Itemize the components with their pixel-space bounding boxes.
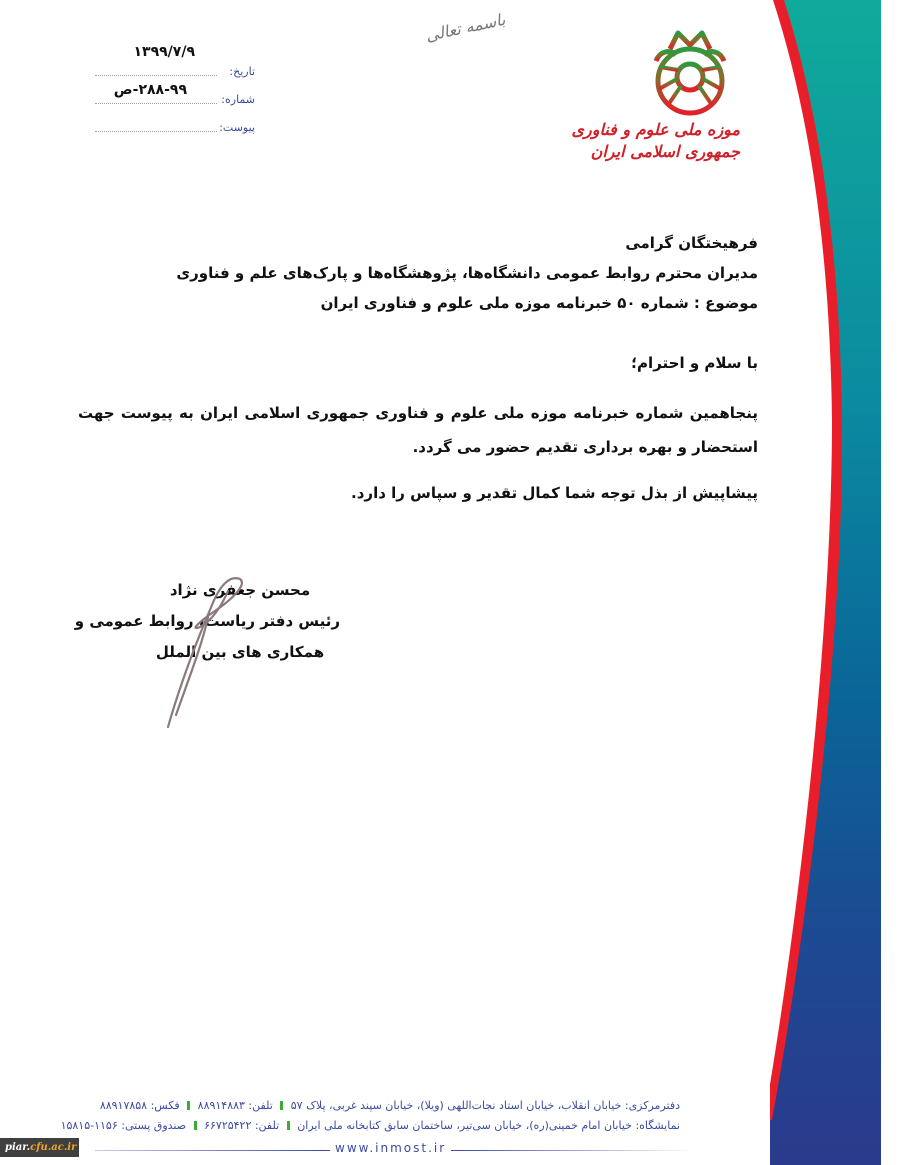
salutation: با سلام و احترام؛ [631,354,758,372]
date-value: ۱۳۹۹/۷/۹ [133,44,195,60]
separator [287,1121,290,1130]
logo-title [571,119,740,163]
exhibition-address: نمایشگاه: خیابان امام خمینی(ره)، خیابان سی‌تیر، ساختمان سابق کتابخانه ملی ایران [297,1119,680,1132]
dotted-line [95,131,217,132]
signer-title-1: رئیس دفتر ریاست، روابط عمومی و [74,612,340,630]
dotted-line [95,103,217,104]
dotted-line [95,75,217,76]
meta-number-row [95,80,255,108]
watermark-prefix: piar. [5,1142,31,1153]
footer-exhibition-line [60,1116,680,1136]
hq-address: دفترمرکزی: خیابان انقلاب، خیابان استاد نجات‌اللهی (ویلا)، خیابان سپند غربی، پلاک ۵۷ [290,1099,680,1112]
decorative-side-band [770,0,900,1165]
attachment-label: پیوست: [219,121,255,134]
addressee-line-1: فرهیختگان گرامی [625,234,758,252]
separator [187,1101,190,1110]
museum-emblem-icon [642,25,738,117]
source-watermark-badge [0,1138,79,1157]
closing-line: پیشاپیش از بذل توجه شما کمال تقدیر و سپاس را دارد. [351,484,758,502]
number-label: شماره: [221,93,255,106]
exhibition-phone: تلفن: ۶۶۷۲۵۴۲۲ [204,1119,280,1132]
hq-fax: فکس: ۸۸۹۱۷۸۵۸ [99,1099,180,1112]
logo-line-1: موزه ملی علوم و فناوری [571,120,740,139]
letter-footer [60,1096,680,1136]
letter-meta [95,44,255,136]
separator [194,1121,197,1130]
signer-title-2: همکاری های بین الملل [155,643,325,661]
website-link[interactable]: www.inmost.ir [335,1141,447,1155]
footer-website-row [95,1141,695,1159]
date-label: تاریخ: [229,65,255,78]
logo-line-2: جمهوری اسلامی ایران [590,142,740,161]
subject-line: موضوع : شماره ۵۰ خبرنامه موزه ملی علوم و فناوری ایران [320,294,758,312]
signer-name: محسن جعفری نژاد [169,581,311,599]
number-value: ۲۸۸-۹۹-ص [113,82,187,98]
po-box: صندوق پستی: ۱۱۵۶-۱۵۸۱۵ [60,1119,187,1132]
invocation-calligraphy: باسمه تعالی [423,9,507,46]
footer-hq-line [95,1096,680,1116]
meta-attachment-row [95,108,255,136]
signature-block [74,575,340,668]
letter-body [78,228,758,508]
separator [280,1101,283,1110]
main-paragraph: پنجاهمین شماره خبرنامه موزه ملی علوم و فناوری جمهوری اسلامی ایران به پیوست جهت استحضار و بهره برداری تقدیم حضور می گردد. [78,404,758,456]
divider [451,1150,695,1151]
museum-logo [571,25,740,185]
hq-phone: تلفن: ۸۸۹۱۴۸۸۳ [197,1099,273,1112]
watermark-domain: cfu.ac.ir [30,1142,77,1153]
meta-date-row [95,44,255,80]
divider [95,1150,330,1151]
addressee-line-2: مدیران محترم روابط عمومی دانشگاه‌ها، پژوهشگاه‌ها و پارک‌های علم و فناوری [176,264,758,282]
